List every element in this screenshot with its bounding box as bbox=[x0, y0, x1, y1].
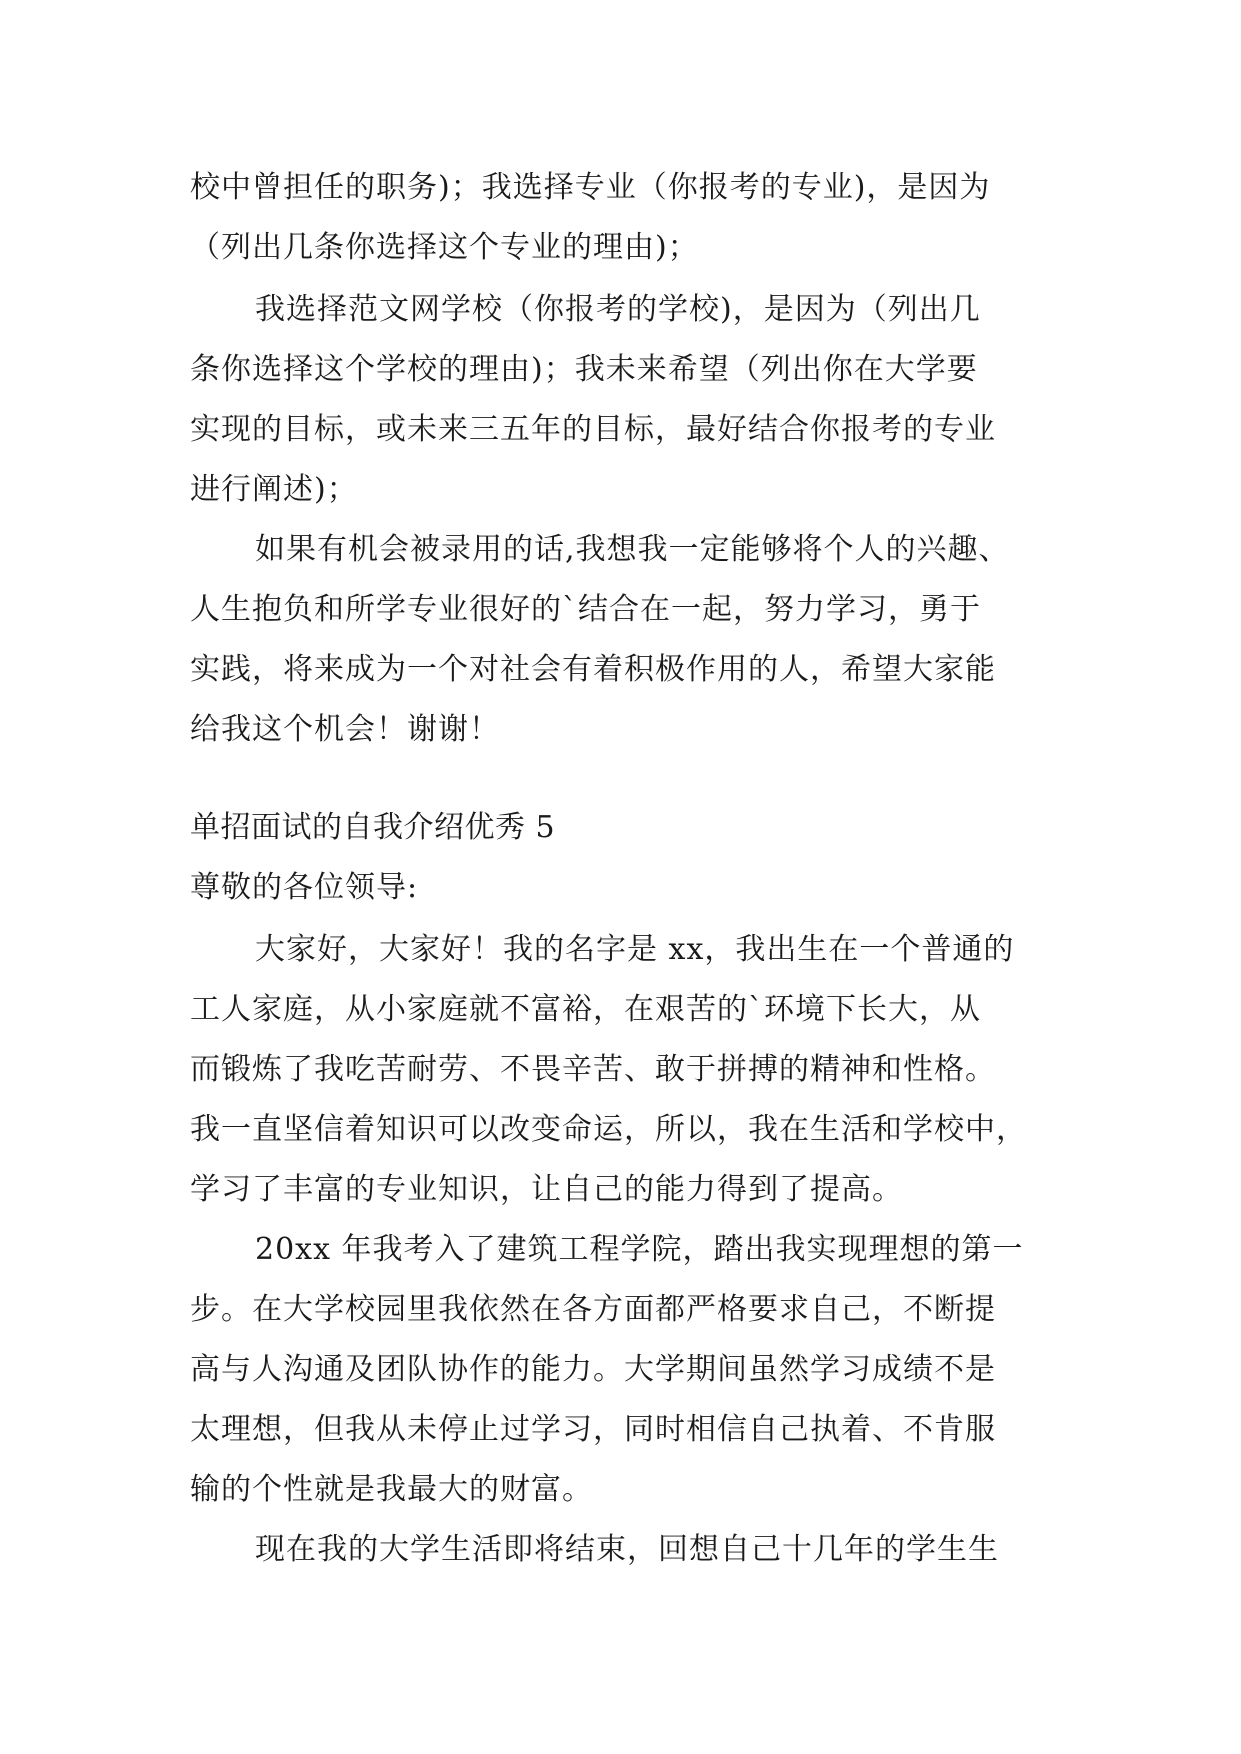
paragraph-first-line: 如果有机会被录用的话,我想我一定能够将个人的兴趣、 bbox=[255, 532, 1010, 567]
salutation: 尊敬的各位领导: bbox=[190, 870, 419, 905]
paragraph-first-line: 大家好，大家好！我的名字是 xx，我出生在一个普通的 bbox=[255, 932, 1015, 967]
paragraph-first-line: 我选择范文网学校（你报考的学校)，是因为（列出几 bbox=[255, 292, 981, 327]
text-line: 校中曾担任的职务)；我选择专业（你报考的专业)，是因为 bbox=[190, 170, 991, 205]
text-line: 太理想，但我从未停止过学习，同时相信自己执着、不肯服 bbox=[190, 1412, 996, 1447]
text-line: 步。在大学校园里我依然在各方面都严格要求自己，不断提 bbox=[190, 1292, 996, 1327]
text-line: 实践，将来成为一个对社会有着积极作用的人，希望大家能 bbox=[190, 652, 996, 687]
text-line: 条你选择这个学校的理由)；我未来希望（列出你在大学要 bbox=[190, 352, 978, 387]
text-line: 我一直坚信着知识可以改变命运，所以，我在生活和学校中， bbox=[190, 1112, 1027, 1147]
text-line: 学习了丰富的专业知识，让自己的能力得到了提高。 bbox=[190, 1172, 903, 1207]
text-line: 高与人沟通及团队协作的能力。大学期间虽然学习成绩不是 bbox=[190, 1352, 996, 1387]
text-line: （列出几条你选择这个专业的理由)； bbox=[190, 230, 699, 265]
section-heading: 单招面试的自我介绍优秀 5 bbox=[190, 810, 556, 845]
text-line: 输的个性就是我最大的财富。 bbox=[190, 1472, 593, 1507]
text-line: 给我这个机会！谢谢！ bbox=[190, 712, 500, 747]
text-line: 而锻炼了我吃苦耐劳、不畏辛苦、敢于拼搏的精神和性格。 bbox=[190, 1052, 996, 1087]
text-line: 工人家庭，从小家庭就不富裕，在艰苦的`环境下长大，从 bbox=[190, 992, 981, 1027]
text-line: 人生抱负和所学专业很好的`结合在一起，努力学习，勇于 bbox=[190, 592, 981, 627]
paragraph-first-line: 20xx 年我考入了建筑工程学院，踏出我实现理想的第一 bbox=[255, 1232, 1024, 1267]
text-line: 进行阐述)； bbox=[190, 472, 358, 507]
text-line: 实现的目标，或未来三五年的目标，最好结合你报考的专业 bbox=[190, 412, 996, 447]
paragraph-first-line: 现在我的大学生活即将结束，回想自己十几年的学生生 bbox=[255, 1532, 999, 1567]
